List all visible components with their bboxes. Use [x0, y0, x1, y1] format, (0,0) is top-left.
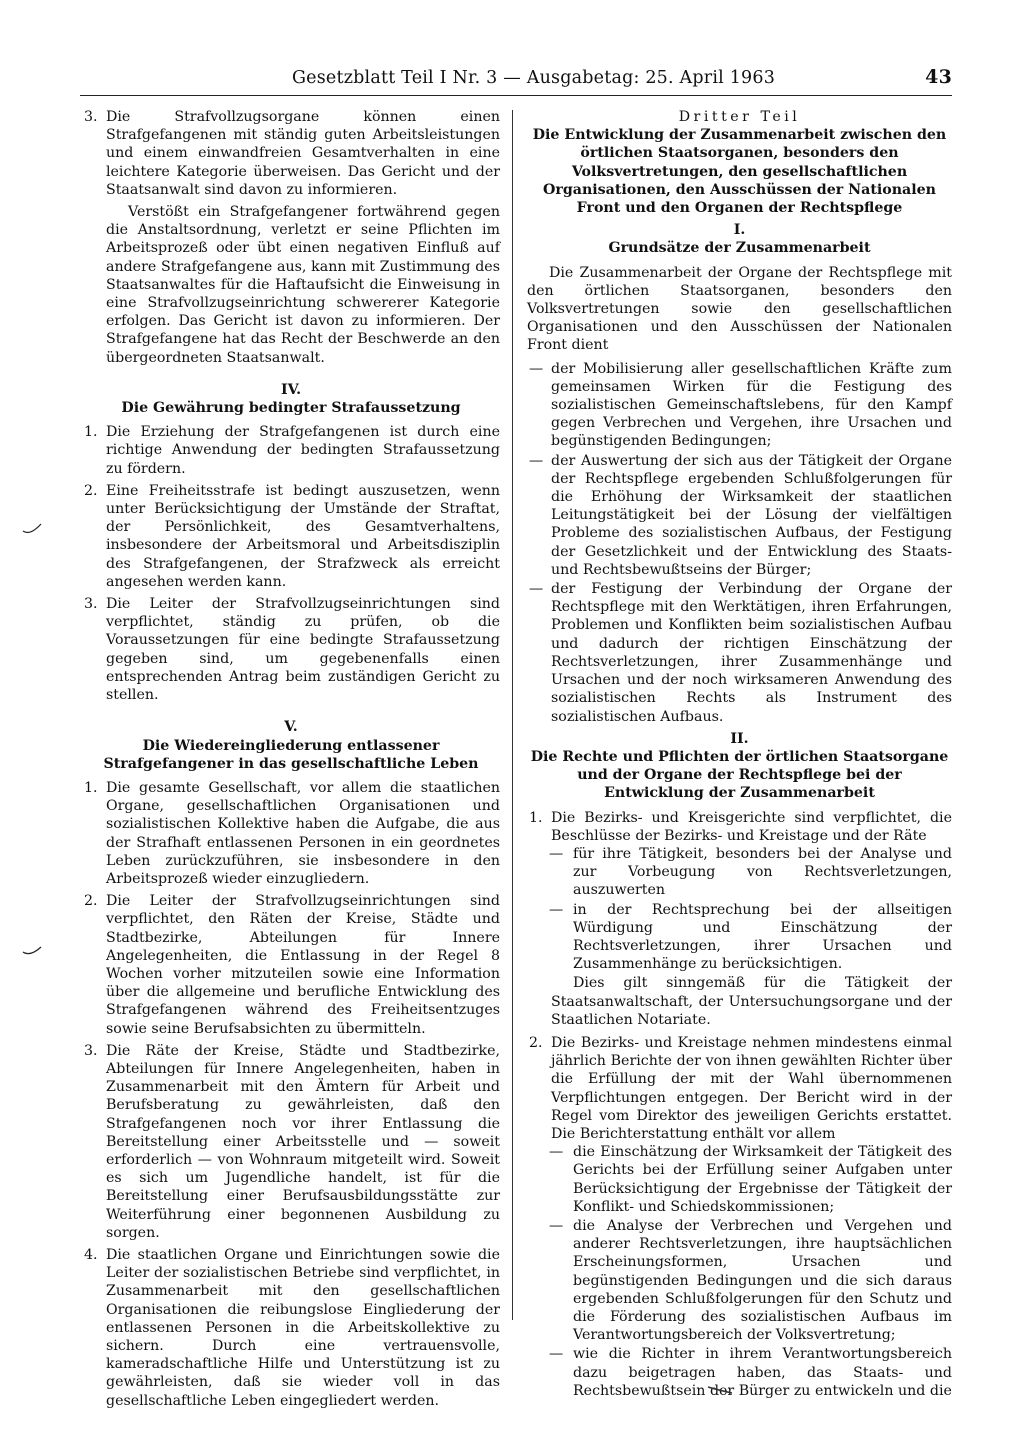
item-number: 3.	[84, 1042, 98, 1059]
dash-item	[527, 452, 952, 579]
section-number: II.	[730, 730, 749, 747]
dash-marker: —	[529, 360, 544, 377]
list-item	[82, 892, 500, 1038]
item-text: Die staatlichen Organe und Einrichtungen sowie die Leiter der sozialistischen Betriebe sind verpflichtet, in Zusammenarbeit mit den gesellschaftlichen Organisationen die reibungslose Eingliederung der entlassenen Personen in die Arbeitskollektive zu sichern. Durch eine vertrauensvolle, kameradschaftliche Hilfe und Unterstützung ist zu gewährleisten, daß sie wieder voll in das gesellschaftliche Leben eingegliedert werden.	[106, 1246, 500, 1409]
item-number: 3.	[84, 596, 98, 613]
dash-text: wie die Richter in ihrem Verantwortungsbereich dazu beigetragen haben, das Staats- und Rechtsbewußtsein der Bürger zu entwickeln und die	[573, 1346, 952, 1399]
item-text: Eine Freiheitsstrafe ist bedingt auszusetzen, wenn unter Berücksichtigung der Umstände der Straftat, der Persönlichkeit, des Gesamtverhaltens, insbesondere der Arbeitsmoral und Arbeitsdisziplin des Strafgefangenen, der Strafzweck als erreicht angesehen werden kann.	[106, 482, 500, 590]
item-text: Die Leiter der Strafvollzugseinrichtungen sind verpflichtet, ständig zu prüfen, ob die Voraussetzungen für eine bedingte Strafaussetzung gegeben sind, um gegebenenfalls einen entsprechenden Antrag beim zuständigen Gericht zu stellen.	[106, 596, 500, 704]
paragraph: Die Zusammenarbeit der Organe der Rechtspflege mit den örtlichen Staatsorganen, besonders den Volksvertretungen sowie den gesellschaftlichen Organisationen und den Ausschüssen der Nationalen Front dient	[527, 264, 952, 354]
dash-text: die Analyse der Verbrechen und Vergehen und anderer Rechtsverletzungen, ihre hauptsächlichen Erscheinungsformen, Ursachen und begünstigenden Bedingungen und die sich daraus ergebenden Schlußfolgerungen für den Schutz und die Förderung des sozialistischen Aufbaus im Verantwortungsbereich der Volksvertretung;	[573, 1217, 952, 1344]
item-number: 1.	[84, 779, 98, 796]
header-rule	[80, 95, 952, 96]
list-item	[82, 108, 500, 199]
list-item	[82, 1246, 500, 1410]
dash-marker: —	[549, 901, 564, 918]
dash-marker: —	[549, 845, 564, 862]
item-text: Die gesamte Gesellschaft, vor allem die staatlichen Organe, gesellschaftlichen Organisationen und sozialistischen Kollektive haben die Aufgabe, die aus der Strafhaft entlassenen Personen in ein geordnetes Leben zurückzuführen, sie insbesondere in den Arbeitsprozeß wieder einzugliedern.	[106, 779, 500, 887]
item-number: 4.	[84, 1246, 98, 1263]
item-text: Die Bezirks- und Kreistage nehmen mindestens einmal jährlich Berichte der von ihnen gewählten Richter über die Erfüllung der mit der Wahl übernommenen Verpflichtungen entgegen. Der Bericht wird in der Regel vom Direktor des jeweiligen Gerichts erstattet. Die Berichterstattung enthält vor allem	[551, 1034, 952, 1142]
item-text: Die Strafvollzugsorgane können einen Strafgefangenen mit ständig guten Arbeitsleistungen und einem einwandfreien Gesamtverhalten in eine leichtere Kategorie überweisen. Das Gericht und der Staatsanwalt sind davon zu informieren.	[106, 109, 500, 198]
list-item	[82, 423, 500, 478]
ink-smudge	[706, 1384, 734, 1396]
dash-marker: —	[529, 581, 544, 598]
page-number: 43	[925, 66, 952, 88]
dash-marker: —	[549, 1346, 564, 1363]
dash-item	[527, 1217, 952, 1344]
dash-item	[527, 1345, 952, 1400]
section-title: Grundsätze der Zusammenarbeit	[608, 240, 871, 257]
right-column	[527, 108, 952, 1401]
list-item	[82, 1042, 500, 1242]
section-title: Die Gewährung bedingter Strafaussetzung	[121, 400, 461, 417]
dash-item	[527, 845, 952, 900]
column-divider	[512, 110, 513, 1320]
item-number: 3.	[84, 109, 98, 125]
list-item	[527, 1034, 952, 1143]
dash-marker: —	[529, 452, 544, 469]
item-text: Die Räte der Kreise, Städte und Stadtbezirke, Abteilungen für Innere Angelegenheiten, haben in Zusammenarbeit mit den Ämtern für Arbeit und Berufsberatung zu gewährleisten, daß den Strafgefangenen noch vor ihrer Entlassung die Bereitstellung einer Arbeitsstelle und — soweit erforderlich — von Wohnraum mitgeteilt wird. Soweit es sich um Jugendliche handelt, ist für die Bereitstellung einer Berufsausbildungsstätte zur Weiterführung einer begonnenen Ausbildung zu sorgen.	[106, 1042, 500, 1241]
item-number: 1.	[529, 809, 543, 826]
dash-item	[527, 1143, 952, 1216]
margin-check-mark	[22, 522, 42, 536]
item-text: Die Leiter der Strafvollzugseinrichtungen sind verpflichtet, den Räten der Kreise, Städte und Stadtbezirke, Abteilungen für Innere Angelegenheiten, die Entlassung in der Regel 8 Wochen vorher mitzuteilen sowie eine Information über die allgemeine und berufliche Entwicklung des Strafgefangenen während des Freiheitsentzuges sowie seine Berufsabsichten zu übermitteln.	[106, 893, 500, 1037]
section-number: I.	[733, 222, 746, 239]
dash-item	[527, 360, 952, 451]
section-title: Die Wiedereingliederung entlassener Strafgefangener in das gesellschaftliche Leben	[103, 737, 479, 772]
list-item	[82, 595, 500, 704]
dash-text: der Auswertung der sich aus der Tätigkeit der Organe der Rechtspflege ergebenden Schlußfolgerungen für die Erhöhung der Wirksamkeit der staatlichen Leitungstätigkeit bei der Lösung der vielfältigen Probleme des sozialistischen Aufbaus, der Festigung der Gesetzlichkeit und der Entwicklung des Staats- und Rechtsbewußtseins der Bürger;	[551, 452, 952, 578]
page-header	[80, 64, 952, 94]
item-text: Die Erziehung der Strafgefangenen ist durch eine richtige Anwendung der bedingten Strafaussetzung zu fördern.	[106, 424, 500, 477]
dash-marker: —	[549, 1217, 564, 1234]
dash-item	[527, 901, 952, 974]
item-text: Die Bezirks- und Kreisgerichte sind verpflichtet, die Beschlüsse der Bezirks- und Kreistage und der Räte	[551, 809, 952, 844]
section-number: V.	[284, 719, 298, 736]
dash-marker: —	[549, 1144, 564, 1161]
header-title: Gesetzblatt Teil I Nr. 3 — Ausgabetag: 25. April 1963	[292, 68, 776, 88]
item-number: 2.	[529, 1034, 543, 1051]
section-title: Die Rechte und Pflichten der örtlichen Staatsorgane und der Organe der Rechtspflege bei der Entwicklung der Zusammenarbeit	[530, 748, 949, 802]
dash-text: für ihre Tätigkeit, besonders bei der Analyse und zur Vorbeugung von Rechtsverletzungen, auszuwerten	[573, 845, 952, 899]
part-title: Die Entwicklung der Zusammenarbeit zwischen den örtlichen Staatsorganen, besonders den Volksvertretungen, den gesellschaftlichen Organisationen, den Ausschüssen der Nationalen Front und den Organen der Rechtspflege	[532, 127, 947, 217]
paragraph: Verstößt ein Strafgefangener fortwährend gegen die Anstaltsordnung, verletzt er seine Pflichten im Arbeitsprozeß oder übt einen negativen Einfluß auf andere Strafgefangene aus, kann mit Zustimmung des Staatsanwaltes für die Haftaufsicht die Einweisung in eine Strafvollzugseinrichtung schwererer Kategorie erfolgen. Das Gericht ist davon zu informieren. Der Strafgefangene hat das Recht der Beschwerde an den übergeordneten Staatsanwalt.	[106, 204, 500, 366]
margin-check-mark	[22, 944, 42, 958]
dash-text: in der Rechtsprechung bei der allseitigen Würdigung und Einschätzung der Rechtsverletzungen, ihrer Ursachen und Zusammenhänge zu berücksichtigen.	[573, 901, 952, 973]
section-number: IV.	[280, 381, 302, 398]
list-item	[527, 809, 952, 845]
item-number: 2.	[84, 482, 98, 499]
dash-text: die Einschätzung der Wirksamkeit der Tätigkeit des Gerichts bei der Erfüllung seiner Aufgaben unter Berücksichtigung der Ergebnisse der Tätigkeit der Konflikt- und Schiedskommissionen;	[573, 1144, 952, 1215]
dash-text: der Mobilisierung aller gesellschaftlichen Kräfte zum gemeinsamen Wirken für die Festigung des sozialistischen Gemeinschaftslebens, für den Kampf gegen Verbrechen und Vergehen, ihre Ursachen und begünstigenden Bedingungen;	[551, 360, 952, 450]
paragraph: Dies gilt sinngemäß für die Tätigkeit der Staatsanwaltschaft, der Untersuchungsorgane und der Staatlichen Notariate.	[551, 975, 952, 1028]
part-label: Dritter Teil	[678, 109, 801, 125]
item-number: 1.	[84, 424, 98, 441]
left-column	[82, 108, 500, 1414]
list-item	[82, 779, 500, 888]
list-item	[82, 482, 500, 591]
dash-text: der Festigung der Verbindung der Organe der Rechtspflege mit den Werktätigen, ihren Erfahrungen, Problemen und Konflikten beim sozialistischen Aufbau und dadurch der richtigen Einschätzung der Rechtsverletzungen, ihrer Zusammenhänge und Ursachen und der noch wirksameren Anwendung des sozialistischen Rechts als Instrument des sozialistischen Aufbaus.	[551, 581, 952, 725]
item-number: 2.	[84, 893, 98, 910]
dash-item	[527, 580, 952, 726]
